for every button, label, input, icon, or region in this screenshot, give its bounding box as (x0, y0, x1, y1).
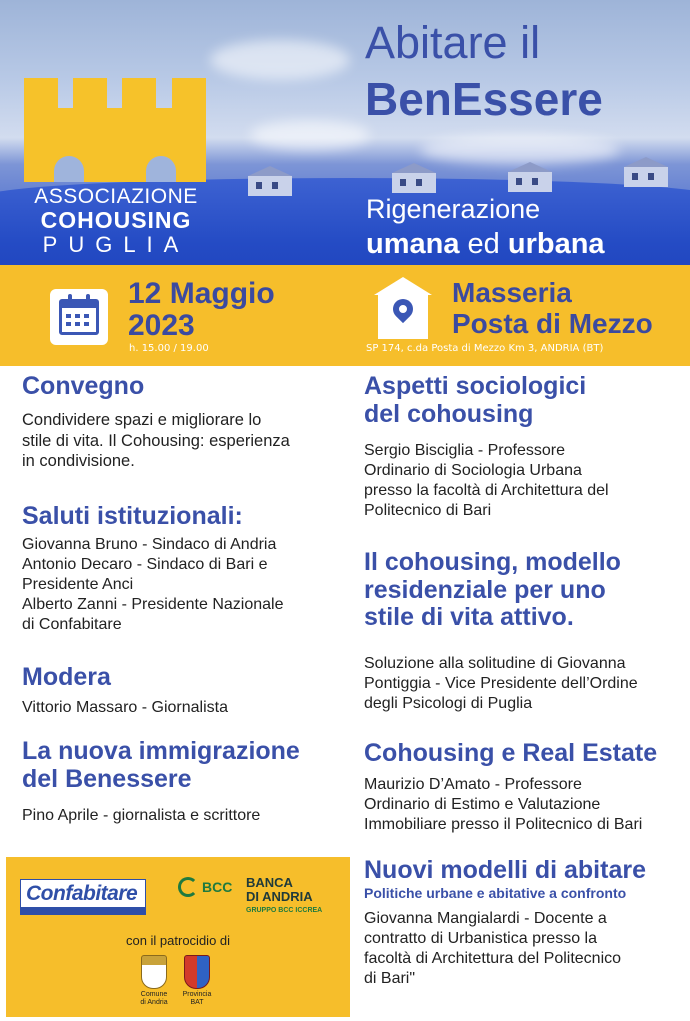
house-icon (248, 166, 292, 196)
heading-line: del cohousing (364, 399, 534, 428)
provincia-label (175, 991, 219, 1006)
section-heading-convegno: Convegno (22, 372, 145, 400)
house-icon (508, 162, 552, 192)
crest-label-line: Provincia (182, 991, 212, 998)
text-line: Ordinario di Sociologia Urbana (364, 462, 582, 479)
section-heading-nuovi-modelli: Nuovi modelli di abitare (364, 856, 646, 884)
hero-banner (0, 0, 690, 265)
bcc-logo-icon (178, 877, 198, 897)
logo-line-puglia: PUGLIA (42, 232, 190, 257)
heading-line: La nuova immigrazione (22, 737, 300, 765)
text-line: di Confabitare (22, 616, 122, 633)
text-line: contratto di Urbanistica presso la (364, 930, 597, 947)
cloud (250, 120, 370, 150)
text-line: Giovanna Bruno - Sindaco di Andria (22, 536, 277, 553)
gruppo-bcc-label: GRUPPO BCC ICCREA (246, 907, 323, 914)
text-line: di Bari" (364, 970, 416, 987)
comune-crest-icon (141, 955, 167, 989)
section-subheading-nuovi-modelli: Politiche urbane e abitative a confronto (364, 885, 627, 901)
text-line: Condividere spazi e migliorare lo (22, 411, 262, 429)
confabitare-logo (20, 879, 146, 915)
section-text-modera (22, 698, 352, 718)
calendar-icon (50, 289, 108, 345)
text-line: Pontiggia - Vice Presidente dell’Ordine (364, 675, 638, 692)
crest-label-line: BAT (190, 998, 204, 1006)
text-line: facoltà di Architettura del Politecnico (364, 950, 622, 967)
banca-line: BANCA (246, 875, 293, 890)
text-line: Pino Aprile - giornalista e scrittore (22, 807, 261, 824)
crest-label-line: Comune (140, 991, 168, 998)
text-line: presso la facoltà di Architettura del (364, 482, 609, 499)
heading-line: residenziale per uno (364, 575, 606, 604)
section-text-saluti (22, 535, 352, 635)
section-text-real-estate (364, 775, 686, 835)
text-line: Giovanna Mangialardi - Docente a (364, 910, 607, 927)
heading-line: stile di vita attivo. (364, 603, 574, 631)
patrocinio-label: con il patrocidio di (125, 933, 231, 948)
text-line: Ordinario di Estimo e Valutazione (364, 796, 601, 813)
section-text-immigrazione (22, 806, 352, 826)
crest-label-line: di Andria (140, 998, 168, 1006)
section-heading-immigrazione (22, 738, 300, 793)
event-subtitle-line1: Rigenerazione (366, 194, 541, 224)
section-text-nuovi-modelli (364, 909, 686, 989)
event-title-line2: BenEssere (365, 73, 603, 125)
text-line: Vittorio Massaro - Giornalista (22, 699, 228, 716)
banca-line: DI ANDRIA (246, 889, 313, 905)
heading-line: Il cohousing, modello (364, 548, 621, 576)
heading-line: Aspetti sociologici (364, 372, 587, 400)
section-heading-modello (364, 549, 621, 632)
map-pin-icon (374, 277, 432, 339)
venue-name-line1: Masseria (452, 277, 572, 308)
event-time: h. 15.00 / 19.00 (129, 343, 209, 354)
provincia-crest-icon (184, 955, 210, 989)
cloud (420, 135, 620, 165)
heading-line: del Benessere (22, 764, 192, 793)
subtitle-word: ed (459, 228, 508, 260)
text-line: Antonio Decaro - Sindaco di Bari e (22, 556, 268, 573)
text-line: Immobiliare presso il Politecnico di Bari (364, 816, 643, 833)
association-logo-icon (24, 78, 206, 182)
venue-address: SP 174, c.da Posta di Mezzo Km 3, ANDRIA (BT) (366, 343, 604, 354)
text-line: in condivisione. (22, 452, 135, 471)
bcc-logo-text: BCC (202, 879, 233, 895)
text-line: Maurizio D’Amato - Professore (364, 776, 582, 793)
text-line: Soluzione alla solitudine di Giovanna (364, 655, 626, 672)
venue-name-line2: Posta di Mezzo (452, 308, 653, 339)
text-line: stile di vita. Il Cohousing: esperienza (22, 431, 290, 450)
section-heading-aspetti (364, 373, 586, 428)
text-line: Politecnico di Bari (364, 502, 492, 519)
event-title-line1: Abitare il (365, 17, 541, 68)
info-band (0, 265, 690, 366)
section-heading-modera: Modera (22, 663, 111, 691)
house-icon (392, 163, 436, 193)
comune-label (132, 991, 176, 1006)
section-heading-real-estate: Cohousing e Real Estate (364, 739, 658, 767)
section-text-convegno (22, 410, 352, 472)
section-text-modello (364, 654, 686, 714)
event-date-year: 2023 (128, 309, 195, 342)
text-line: Alberto Zanni - Presidente Nazionale (22, 596, 284, 613)
sponsors-box (6, 857, 350, 1017)
logo-line-associazione: ASSOCIAZIONE (34, 185, 198, 208)
house-icon (624, 157, 668, 187)
subtitle-word: umana (366, 228, 460, 260)
banca-andria-name (246, 876, 313, 905)
event-date-day: 12 Maggio (128, 277, 275, 310)
confabitare-logo-text: Confabitare (26, 882, 138, 905)
logo-line-cohousing: COHOUSING (40, 207, 192, 233)
cloud (210, 40, 350, 80)
section-text-aspetti (364, 441, 686, 521)
subtitle-word: urbana (507, 228, 605, 260)
text-line: Sergio Bisciglia - Professore (364, 442, 565, 459)
event-subtitle-line2 (366, 230, 605, 259)
section-heading-saluti: Saluti istituzionali: (22, 502, 243, 530)
text-line: Presidente Anci (22, 576, 134, 593)
text-line: degli Psicologi di Puglia (364, 695, 533, 712)
